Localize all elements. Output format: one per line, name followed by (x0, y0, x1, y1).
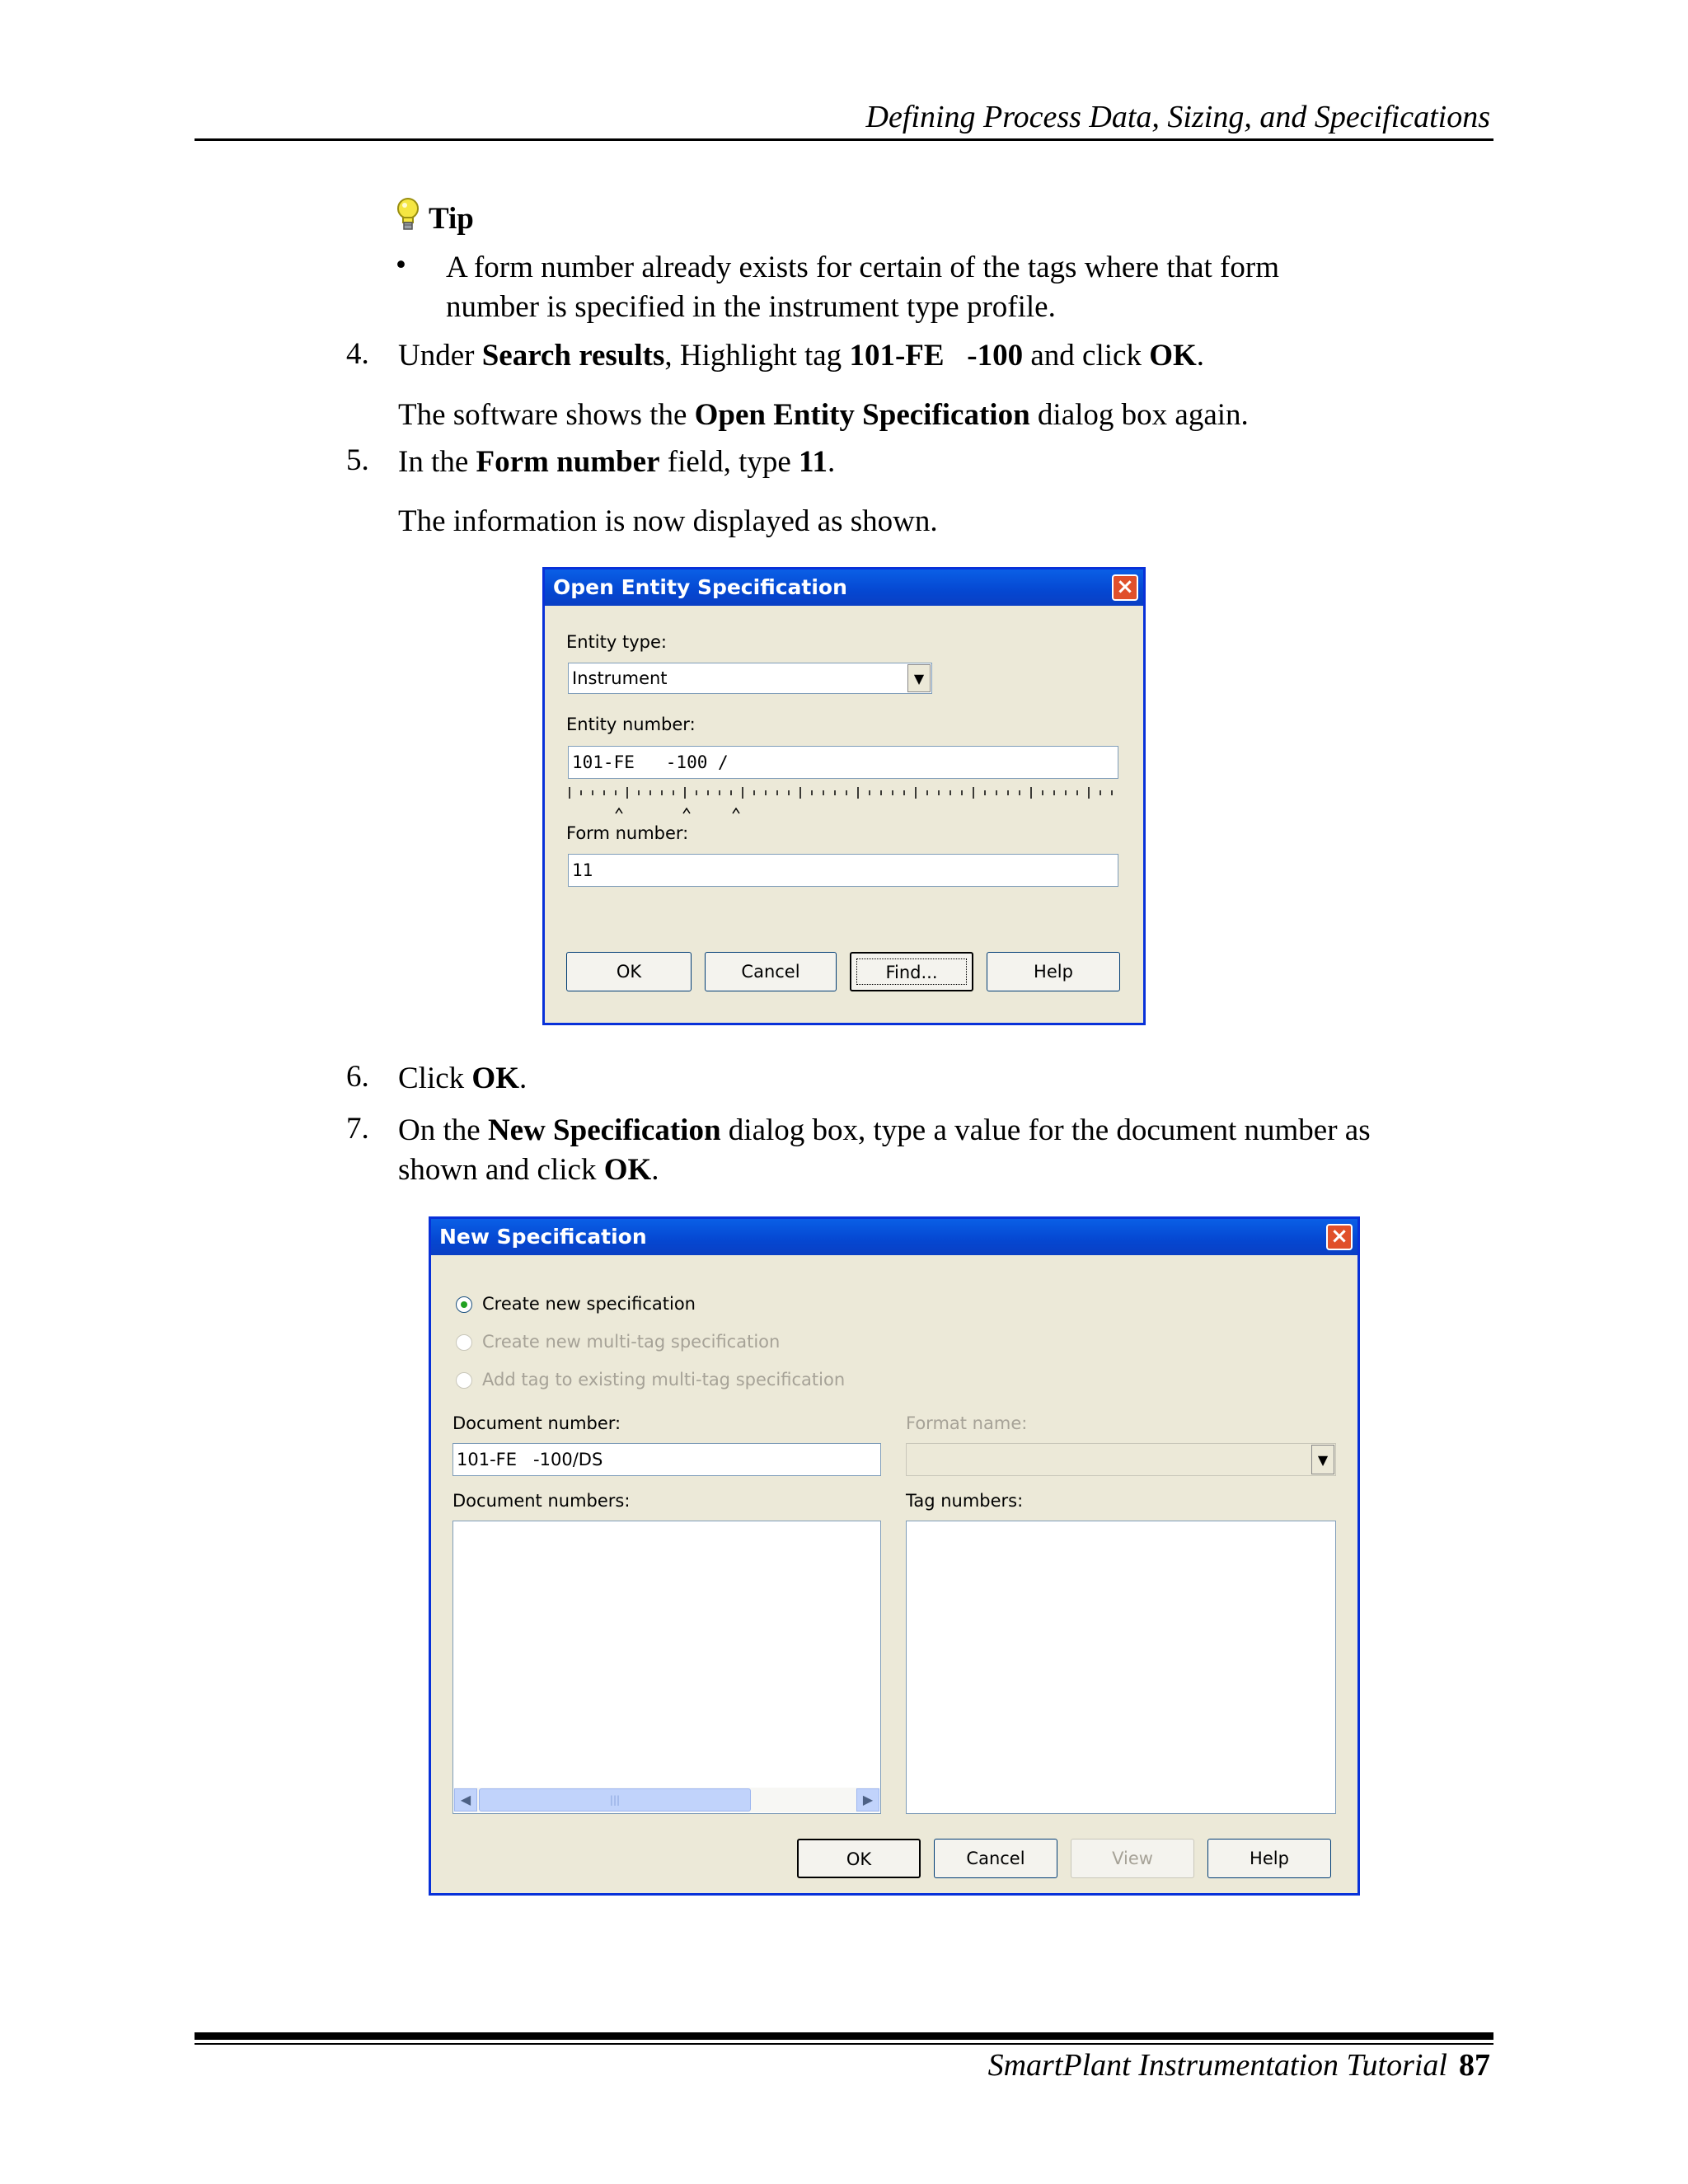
radio-add-tag[interactable] (456, 1372, 472, 1389)
entity-number-field[interactable]: 101-FE -100 / (568, 746, 1118, 779)
scroll-left-icon[interactable]: ◀ (454, 1788, 477, 1811)
lightbulb-icon (394, 196, 424, 234)
step-number: 5. (346, 443, 369, 477)
format-name-label: Format name: (906, 1413, 1028, 1433)
cancel-button[interactable]: Cancel (934, 1839, 1057, 1878)
header-rule (195, 138, 1493, 141)
footer-rule-thin (195, 2043, 1493, 2045)
footer-title: SmartPlant Instrumentation Tutorial (987, 2048, 1447, 2083)
step-number: 6. (346, 1060, 369, 1094)
entity-type-label: Entity type: (566, 632, 667, 652)
form-number-field[interactable]: 11 (568, 854, 1118, 887)
open-entity-spec-dialog (542, 567, 1146, 1025)
document-numbers-list[interactable] (452, 1521, 881, 1814)
cancel-button[interactable]: Cancel (705, 952, 837, 991)
entity-number-label: Entity number: (566, 715, 696, 734)
horizontal-scrollbar[interactable] (454, 1788, 879, 1812)
document-number-label: Document number: (452, 1413, 621, 1433)
step-6-text: Click OK. (398, 1062, 528, 1095)
document-number-field[interactable]: 101-FE -100/DS (452, 1443, 881, 1476)
footer-rule-thick (195, 2032, 1493, 2040)
step-7-text: On the New Specification dialog box, type a value for the document number as shown and click OK. (398, 1113, 1371, 1187)
entity-type-select[interactable]: Instrument ▼ (568, 663, 932, 694)
radio-create-multi[interactable] (456, 1334, 472, 1351)
chevron-down-icon[interactable]: ▼ (1311, 1445, 1334, 1474)
ok-button[interactable]: OK (566, 952, 692, 991)
view-button[interactable]: View (1071, 1839, 1194, 1878)
tip-label: Tip (429, 202, 474, 236)
help-button[interactable]: Help (987, 952, 1120, 991)
close-button[interactable]: × (1326, 1224, 1353, 1250)
radio-create-new[interactable] (456, 1296, 472, 1313)
ok-button[interactable]: OK (797, 1839, 921, 1878)
step-5-text: In the Form number field, type 11. (398, 445, 836, 479)
scroll-thumb[interactable]: ||| (479, 1788, 751, 1811)
radio-create-multi-label: Create new multi-tag specification (482, 1332, 781, 1352)
dialog-title: New Specification (431, 1219, 1357, 1255)
step-number: 7. (346, 1112, 369, 1146)
new-specification-dialog (429, 1216, 1360, 1896)
step-number: 4. (346, 337, 369, 371)
step-4-note: The software shows the Open Entity Specification dialog box again. (398, 398, 1249, 432)
segment-ruler (568, 785, 1120, 818)
dialog-title: Open Entity Specification (545, 569, 1143, 606)
find-button[interactable]: Find... (850, 952, 973, 991)
footer (988, 2047, 1490, 2083)
help-button[interactable]: Help (1207, 1839, 1331, 1878)
step-4-text: Under Search results, Highlight tag 101-FE -100 and click OK. (398, 339, 1205, 373)
tag-numbers-list[interactable] (906, 1521, 1336, 1814)
step-5-note: The information is now displayed as shown. (398, 504, 938, 538)
tip-bullet-text: A form number already exists for certain of the tags where that form number is specified in the instrument type profile. (446, 251, 1279, 324)
radio-add-tag-label: Add tag to existing multi-tag specification (482, 1370, 846, 1390)
format-name-select[interactable] (906, 1443, 1336, 1476)
running-header: Defining Process Data, Sizing, and Specifications (865, 100, 1490, 134)
close-button[interactable]: × (1112, 574, 1138, 601)
tag-numbers-label: Tag numbers: (906, 1491, 1024, 1511)
radio-create-new-label: Create new specification (482, 1294, 696, 1314)
document-numbers-label: Document numbers: (452, 1491, 631, 1511)
bullet-dot: • (396, 248, 406, 282)
chevron-down-icon[interactable]: ▼ (907, 664, 931, 692)
page-number: 87 (1459, 2048, 1490, 2083)
form-number-label: Form number: (566, 823, 689, 843)
focus-ring (856, 958, 967, 985)
scroll-right-icon[interactable]: ▶ (856, 1788, 879, 1811)
